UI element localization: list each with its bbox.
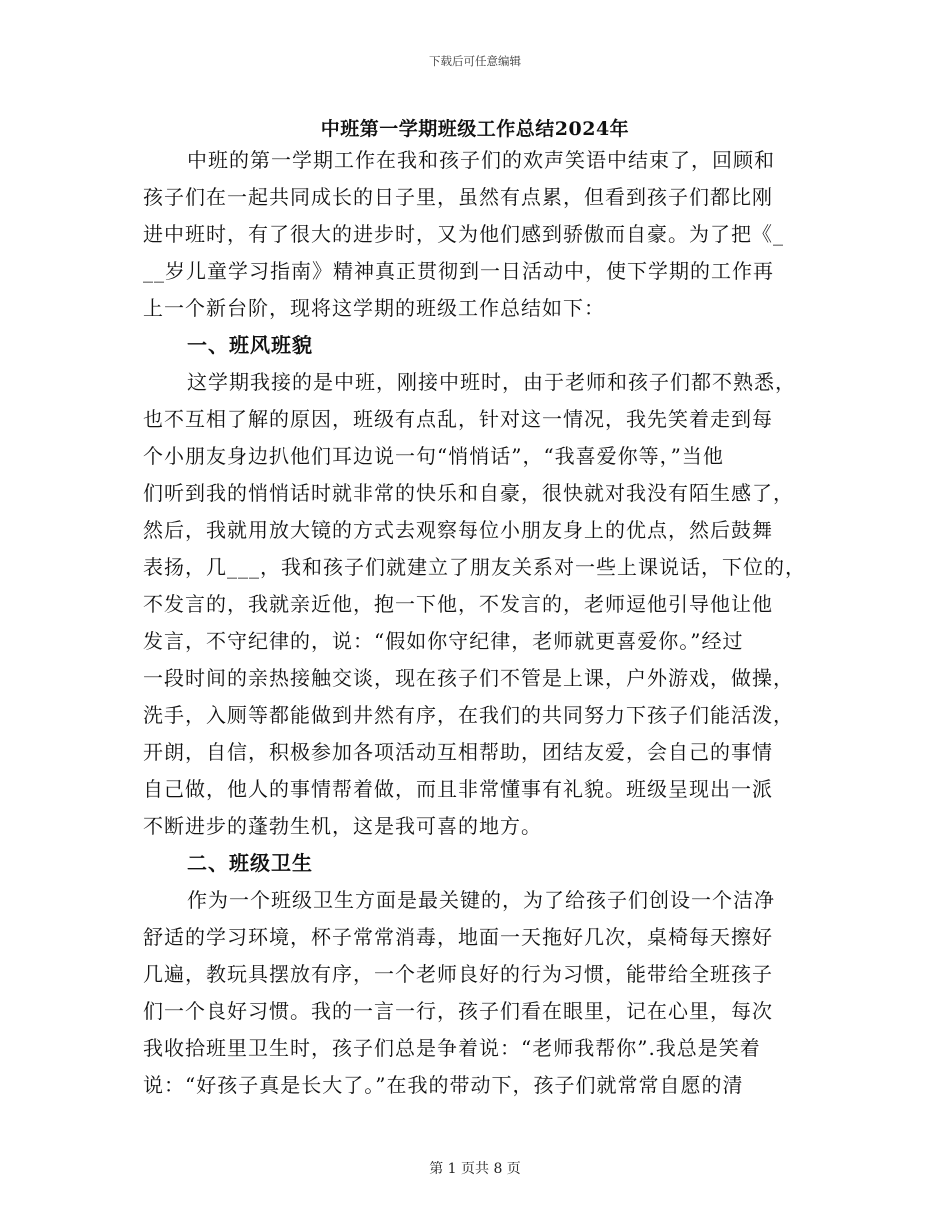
paragraph-line: 个小朋友身边扒他们耳边说一句“悄悄话”，“我喜爱你等，”当他 (143, 444, 724, 468)
paragraph-line: 洗手，入厕等都能做到井然有序，在我们的共同努力下孩子们能活泼， (143, 703, 794, 727)
section-heading: 一、班风班貌 (187, 333, 313, 357)
document-body (143, 142, 823, 1104)
paragraph-line: 进中班时，有了很大的进步时，又为他们感到骄傲而自豪。为了把《_ (143, 222, 784, 246)
paragraph-line: __岁儿童学习指南》精神真正贯彻到一日活动中，使下学期的工作再 (143, 259, 774, 283)
paragraph-line: 们听到我的悄悄话时就非常的快乐和自豪，很快就对我没有陌生感了， (143, 481, 794, 505)
paragraph-line: 一段时间的亲热接触交谈，现在孩子们不管是上课，户外游戏，做操， (143, 666, 794, 690)
paragraph-line: 不断进步的蓬勃生机，这是我可喜的地方。 (143, 814, 542, 838)
paragraph-line: 中班的第一学期工作在我和孩子们的欢声笑语中结束了，回顾和 (187, 148, 775, 172)
paragraph-line: 发言，不守纪律的，说：“假如你守纪律，老师就更喜爱你。”经过 (143, 629, 744, 653)
paragraph-line: 表扬，几___，我和孩子们就建立了朋友关系对一些上课说话，下位的， (143, 555, 806, 579)
paragraph-line: 几遍，教玩具摆放有序，一个老师良好的行为习惯，能带给全班孩子 (143, 962, 773, 986)
paragraph-line: 自己做，他人的事情帮着做，而且非常懂事有礼貌。班级呈现出一派 (143, 777, 773, 801)
paragraph-line: 我收拾班里卫生时，孩子们总是争着说：“老师我帮你”.我总是笑着 (143, 1036, 761, 1060)
paragraph-line: 上一个新台阶，现将这学期的班级工作总结如下： (143, 296, 605, 320)
paragraph-line: 孩子们在一起共同成长的日子里，虽然有点累，但看到孩子们都比刚 (143, 185, 773, 209)
header-note: 下载后可任意编辑 (429, 54, 521, 68)
paragraph-line: 说：“好孩子真是长大了。”在我的带动下，孩子们就常常自愿的清 (143, 1073, 744, 1097)
paragraph-line: 不发言的，我就亲近他，抱一下他，不发言的，老师逗他引导他让他 (143, 592, 773, 616)
paragraph-line: 然后，我就用放大镜的方式去观察每位小朋友身上的优点，然后鼓舞 (143, 518, 773, 542)
paragraph-line: 们一个良好习惯。我的一言一行，孩子们看在眼里，记在心里，每次 (143, 999, 773, 1023)
paragraph-line: 舒适的学习环境，杯子常常消毒，地面一天拖好几次，桌椅每天擦好 (143, 925, 773, 949)
paragraph-line: 也不互相了解的原因，班级有点乱，针对这一情况，我先笑着走到每 (143, 407, 773, 431)
section-heading: 二、班级卫生 (187, 851, 313, 875)
document-title: 中班第一学期班级工作总结2024年 (320, 118, 630, 140)
page-number-footer: 第 1 页共 8 页 (429, 1161, 521, 1177)
paragraph-line: 作为一个班级卫生方面是最关键的，为了给孩子们创设一个洁净 (187, 888, 775, 912)
paragraph-line: 这学期我接的是中班，刚接中班时，由于老师和孩子们都不熟悉， (187, 370, 796, 394)
paragraph-line: 开朗，自信，积极参加各项活动互相帮助，团结友爱，会自己的事情 (143, 740, 773, 764)
